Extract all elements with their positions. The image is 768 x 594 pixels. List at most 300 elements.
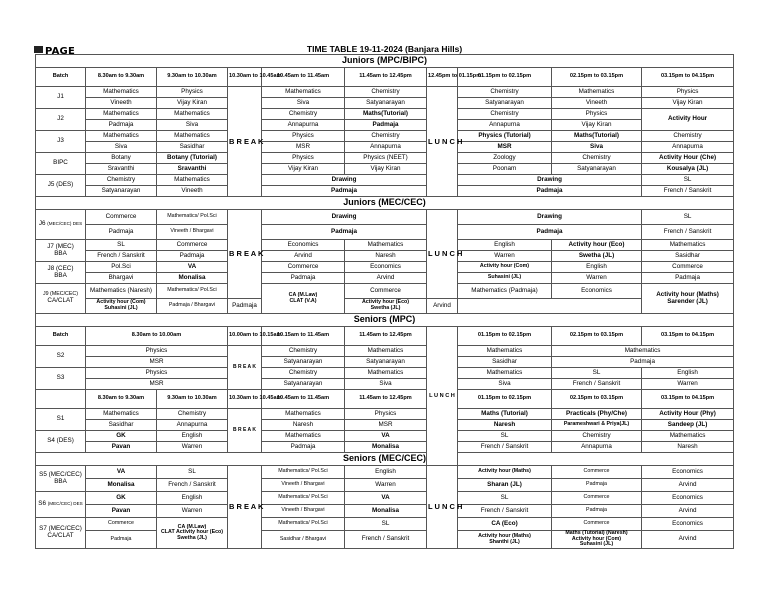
teacher-cell: Annapurna [157, 420, 228, 431]
teacher-cell: Naresh [345, 251, 427, 262]
subject-line: Activity hour (Maths) [656, 290, 719, 298]
subject-cell: Commerce [552, 466, 642, 479]
subject-cell: VA [345, 431, 427, 442]
batch-label: J8 (CEC) [47, 264, 74, 272]
header-period-7: 03.15pm to 04.15pm [642, 327, 734, 346]
header-batch-blank [36, 390, 86, 409]
lunch-column: L U N C H [427, 87, 458, 197]
teacher-cell: Sasidhar / Bhargavi [262, 531, 345, 549]
subject-cell: Economics [345, 262, 427, 273]
subject-cell: Mathematics [552, 346, 734, 357]
header-period-6: 02.15pm to 03.15pm [552, 327, 642, 346]
subject-cell: Practicals (Phy/Che) [552, 409, 642, 420]
teacher-line: Suhasini (JL) [579, 541, 614, 548]
teacher-cell: Suhasini (JL) [458, 273, 552, 284]
subject-cell: Zoology [458, 153, 552, 164]
teacher-cell: Annapurna [552, 442, 642, 453]
subject-cell: Maths(Tutorial) [552, 131, 642, 142]
subject-cell: Commerce [552, 518, 642, 531]
timetable-page [35, 44, 733, 549]
teacher-cell: Vijay Kiran [262, 164, 345, 175]
batch-label: J7 (MEC) [47, 242, 74, 250]
table-row [36, 442, 734, 453]
subject-cell: Chemistry [262, 368, 345, 379]
table-row [36, 131, 734, 142]
subject-cell: Drawing [262, 175, 427, 186]
subject-cell: Chemistry [157, 409, 228, 420]
teacher-line: Activity hour (Maths) [478, 532, 531, 539]
teacher-cell: Pavan [86, 505, 157, 518]
header-period-2: 9.30am to 10.30am [157, 390, 228, 409]
subject-cell: Commerce [86, 518, 157, 531]
teacher-cell: Sravanthi [86, 164, 157, 175]
subject-cell: VA [157, 262, 228, 273]
teacher-cell: Padmaja [262, 273, 345, 284]
subject-cell: SL [345, 518, 427, 531]
batch-label: J9 (MEC/CEC) [42, 291, 79, 298]
subject-cell: Commerce [262, 262, 345, 273]
teacher-cell: Padmaja [552, 479, 642, 492]
teacher-cell [345, 299, 427, 314]
subject-cell: Mathematics [642, 431, 734, 442]
batch-cell: S1 [36, 409, 86, 431]
subject-cell: SL [157, 466, 228, 479]
batch-name: S6 [38, 500, 46, 508]
teacher-cell: Warren [552, 273, 642, 284]
subject-cell: Mathematics [458, 346, 552, 357]
teacher-line: Suhasini (JL) [104, 305, 138, 311]
logo-text: PAGE [45, 46, 75, 57]
batch-cell: J5 (DES) [36, 175, 86, 197]
lunch-column: L U N C H [427, 327, 458, 466]
header-period-2: 9.30am to 10.30am [157, 68, 228, 87]
batch-cell: S4 (DES) [36, 431, 86, 453]
section-seniors-mec-cec: Seniors (MEC/CEC) [36, 453, 734, 466]
subject-cell: Activity Hour (Phy) [642, 409, 734, 420]
teacher-cell: Monalisa [157, 273, 228, 284]
teacher-cell: French / Sanskrit [642, 225, 734, 240]
teacher-cell: Warren [345, 479, 427, 492]
teacher-cell: Annapurna [458, 120, 552, 131]
table-row [36, 262, 734, 273]
teacher-cell: Warren [458, 251, 552, 262]
header-batch: Batch [36, 68, 86, 87]
subject-cell: Commerce [552, 492, 642, 505]
subject-cell: CA (Eco) [458, 518, 552, 531]
lunch-column: L U N C H [427, 466, 458, 549]
table-row [36, 153, 734, 164]
subject-cell: Drawing [458, 210, 642, 225]
header-break: 10.30am to 10.45am [228, 390, 262, 409]
teacher-cell: Swetha (JL) [552, 251, 642, 262]
batch-cell [36, 466, 86, 492]
teacher-cell: Siva [345, 379, 427, 390]
teacher-cell: Padmaja [458, 186, 642, 197]
table-row [36, 109, 734, 120]
subject-cell: Pol.Sci [86, 262, 157, 273]
teacher-line: Shanthi (JL) [489, 538, 520, 545]
teacher-cell: Annapurna [345, 142, 427, 153]
batch-label: J6 [38, 220, 46, 228]
subject-cell: Chemistry [345, 131, 427, 142]
subject-cell: Mathematics [86, 109, 157, 120]
batch-cell [36, 492, 86, 518]
header-period-3: 10.45am to 11.45am [262, 68, 345, 87]
table-row [36, 186, 734, 197]
header-break: 10.30am to 10.45am [228, 68, 262, 87]
teacher-cell: Parameshwari & Priya(JL) [552, 420, 642, 431]
table-row [36, 164, 734, 175]
activity-cell: Activity Hour [642, 109, 734, 131]
subject-line: Sarender (JL) [667, 297, 708, 305]
subject-cell: Maths(Tutorial) [345, 109, 427, 120]
header-period-1-2: 8.30am to 10.00am [86, 327, 228, 346]
subject-cell: Chemistry [86, 175, 157, 186]
teacher-cell: Padmaja [86, 225, 157, 240]
header-period-5: 01.15pm to 02.15pm [458, 68, 552, 87]
subject-cell: SL [642, 210, 734, 225]
teacher-cell: Warren [642, 379, 734, 390]
section-juniors-mpc-bipc: Juniors (MPC/BIPC) [36, 55, 734, 68]
subject-cell: Activity hour (Maths) [458, 466, 552, 479]
teacher-cell: Monalisa [345, 505, 427, 518]
subject-cell: Physics [157, 87, 228, 98]
subject-cell: Mathematics [642, 240, 734, 251]
teacher-cell: French / Sanskrit [552, 379, 642, 390]
subject-cell: Physics [552, 109, 642, 120]
subject-cell: Chemistry [262, 346, 345, 357]
teacher-cell: Vijay Kiran [157, 98, 228, 109]
teacher-cell: Padmaja / Bhargavi [157, 299, 228, 314]
table-row [36, 479, 734, 492]
batch-cell [36, 518, 86, 549]
teacher-cell: Arvind [427, 299, 458, 314]
timetable [35, 44, 734, 549]
header-lunch: 12.45pm to 01.15pm [427, 68, 458, 87]
table-row [36, 210, 734, 225]
teacher-cell: French / Sanskrit [642, 186, 734, 197]
teacher-cell: Warren [157, 505, 228, 518]
teacher-cell: Padmaja [552, 505, 642, 518]
table-row [36, 409, 734, 420]
subject-cell: Mathematics/ Pol.Sci [262, 466, 345, 479]
subject-cell: English [157, 492, 228, 505]
subject-cell: Activity hour (Com) [458, 262, 552, 273]
subject-cell: Mathematics [86, 87, 157, 98]
subject-cell: SL [86, 240, 157, 251]
header-period-5: 01.15pm to 02.15pm [458, 390, 552, 409]
teacher-line: Activity hour (Eco) [361, 299, 410, 306]
teacher-cell: Arvind [345, 273, 427, 284]
subject-cell: Physics [642, 87, 734, 98]
subject-line: CA (M.Law) [177, 523, 207, 530]
teacher-cell: Padmaja [458, 225, 642, 240]
subject-cell: Mathematics [86, 131, 157, 142]
subject-cell: Chemistry [642, 131, 734, 142]
subject-cell: SL [458, 492, 552, 505]
batch-sub-label: BBA [54, 477, 67, 485]
teacher-cell: Satyanarayan [345, 357, 427, 368]
subject-cell: Mathematics [157, 175, 228, 186]
subject-cell: Mathematics [345, 368, 427, 379]
teacher-cell [552, 531, 642, 549]
teacher-cell: Siva [262, 98, 345, 109]
table-row [36, 299, 734, 314]
teacher-cell: Monalisa [345, 442, 427, 453]
subject-cell: VA [345, 492, 427, 505]
table-row [36, 142, 734, 153]
teacher-cell: Vijay Kiran [552, 120, 642, 131]
table-row [36, 284, 734, 299]
subject-cell: Chemistry [262, 109, 345, 120]
table-row [36, 505, 734, 518]
header-period-5: 01.15pm to 02.15pm [458, 327, 552, 346]
teacher-cell: Satyanarayan [262, 357, 345, 368]
table-row [36, 240, 734, 251]
batch-cell: S3 [36, 368, 86, 390]
teacher-cell: Padmaja [345, 120, 427, 131]
table-row [36, 492, 734, 505]
break-column: B R E A K [228, 87, 262, 197]
header-row [36, 390, 734, 409]
subject-cell: Economics [642, 466, 734, 479]
teacher-cell: Naresh [458, 420, 552, 431]
batch-cell: J2 [36, 109, 86, 131]
teacher-cell: French / Sanskrit [157, 479, 228, 492]
subject-cell: Mathematics [552, 87, 642, 98]
batch-sub-label: CA/CLAT [47, 532, 74, 539]
batch-cell: J1 [36, 87, 86, 109]
subject-cell: Drawing [262, 210, 427, 225]
teacher-cell: MSR [458, 142, 552, 153]
teacher-cell: Naresh [642, 442, 734, 453]
break-column: B R E A K [228, 210, 262, 299]
teacher-cell: Vineeth / Bhargavi [157, 225, 228, 240]
teacher-cell: Kousalya (JL) [642, 164, 734, 175]
teacher-cell: French / Sanskrit [86, 251, 157, 262]
subject-cell: GK [86, 431, 157, 442]
subject-cell: Commerce [86, 210, 157, 225]
section-seniors-mpc: Seniors (MPC) [36, 314, 734, 327]
teacher-cell: Satyanarayan [458, 98, 552, 109]
subject-cell: Mathematics/ Pol.Sci [262, 518, 345, 531]
subject-cell: Economics [262, 240, 345, 251]
subject-cell: Mathematics [345, 240, 427, 251]
subject-cell: Mathematics/ Pol.Sci [157, 210, 228, 225]
table-row [36, 466, 734, 479]
subject-cell: Economics [642, 518, 734, 531]
table-row [36, 518, 734, 531]
subject-cell: Chemistry [552, 431, 642, 442]
subject-cell: Chemistry [345, 87, 427, 98]
break-column: B R E A K [228, 466, 262, 549]
teacher-cell: Arvind [262, 251, 345, 262]
subject-cell: Physics [86, 346, 228, 357]
subject-cell: Physics [262, 153, 345, 164]
batch-label: S5 (MEC/CEC) [39, 470, 82, 478]
subject-cell: Mathematics [345, 346, 427, 357]
subject-cell: SL [642, 175, 734, 186]
teacher-cell: Pavan [86, 442, 157, 453]
subject-cell: Commerce [157, 240, 228, 251]
subject-cell: Commerce [345, 284, 427, 299]
subject-cell: Chemistry [458, 109, 552, 120]
header-period-7: 03.15pm to 04.15pm [642, 390, 734, 409]
teacher-cell: Sasidhar [642, 251, 734, 262]
table-row [36, 531, 734, 549]
subject-cell: Botany (Tutorial) [157, 153, 228, 164]
subject-cell: Physics (Tutorial) [458, 131, 552, 142]
timetable-title: TIME TABLE 19-11-2024 (Banjara Hills) [306, 43, 463, 54]
batch-cell [36, 210, 86, 240]
table-row [36, 225, 734, 240]
subject-cell: Drawing [458, 175, 642, 186]
subject-cell: Mathematics [157, 109, 228, 120]
teacher-cell: Sasidhar [86, 420, 157, 431]
table-row [36, 87, 734, 98]
teacher-cell: Vineeth / Bhargavi [262, 505, 345, 518]
teacher-cell [458, 531, 552, 549]
teacher-cell: Padmaja [262, 442, 345, 453]
teacher-cell: French / Sanskrit [458, 505, 552, 518]
teacher-cell: Annapurna [262, 120, 345, 131]
header-period-6: 02.15pm to 03.15pm [552, 68, 642, 87]
table-row [36, 346, 734, 357]
teacher-cell: Warren [157, 442, 228, 453]
teacher-cell: French / Sanskrit [458, 442, 552, 453]
subject-cell: Mathematics (Padmaja) [458, 284, 552, 299]
subject-cell: Physics [345, 409, 427, 420]
teacher-cell: Siva [552, 142, 642, 153]
subject-cell: Mathematics [262, 431, 345, 442]
teacher-cell: Satyanarayan [345, 98, 427, 109]
header-period-3: 10.45am to 11.45am [262, 390, 345, 409]
break-column: B R E A K [228, 409, 262, 453]
header-row [36, 327, 734, 346]
header-period-4: 11.45am to 12.45pm [345, 327, 427, 346]
teacher-cell: MSR [86, 357, 228, 368]
teacher-cell: Vineeth [86, 98, 157, 109]
teacher-cell: Bhargavi [86, 273, 157, 284]
teacher-line: Maths (Tutorial) (Naresh) [565, 530, 628, 537]
subject-cell: Physics [262, 131, 345, 142]
subject-line: CA (M.Law) [288, 291, 318, 298]
header-period-6: 02.15pm to 03.15pm [552, 390, 642, 409]
subject-cell: Mathematics [157, 131, 228, 142]
teacher-cell: Vineeth / Bhargavi [262, 479, 345, 492]
subject-cell: English [157, 431, 228, 442]
header-period-4: 11.45am to 12.45pm [345, 390, 427, 409]
teacher-line: Activity hour (Com) [96, 299, 146, 306]
header-break: 10.00am to 10.15am [228, 327, 262, 346]
batch-cell: J3 [36, 131, 86, 153]
table-row [36, 251, 734, 262]
batch-sub-label: (MEC/CEC) DES [47, 221, 83, 227]
subject-cell [157, 518, 228, 549]
subject-cell: Mathematics [262, 409, 345, 420]
subject-cell: Physics [86, 368, 228, 379]
subject-cell: Mathematics (Naresh) [86, 284, 157, 299]
table-row [36, 368, 734, 379]
teacher-cell: Padmaja [262, 225, 427, 240]
teacher-cell: Vineeth [157, 186, 228, 197]
subject-cell: Mathematics [86, 409, 157, 420]
table-row [36, 420, 734, 431]
teacher-cell: Sasidhar [458, 357, 552, 368]
teacher-cell: MSR [86, 379, 228, 390]
subject-cell: English [345, 466, 427, 479]
subject-line: Swetha (JL) [177, 534, 207, 541]
teacher-cell: Padmaja [86, 120, 157, 131]
table-row [36, 120, 734, 131]
subject-cell: Mathematics [458, 368, 552, 379]
batch-cell: S2 [36, 346, 86, 368]
batch-sub-label: (MEC/CEC) DES [47, 501, 83, 507]
section-juniors-mec-cec: Juniors (MEC/CEC) [36, 197, 734, 210]
subject-cell [642, 284, 734, 314]
teacher-cell: Padmaja [262, 186, 427, 197]
subject-cell: VA [86, 466, 157, 479]
subject-cell: Commerce [642, 262, 734, 273]
header-period-1: 8.30am to 9.30am [86, 390, 157, 409]
subject-cell: Activity Hour (Che) [642, 153, 734, 164]
teacher-line: Swetha (JL) [370, 305, 401, 311]
teacher-cell: French / Sanskrit [345, 531, 427, 549]
teacher-cell: Satyanarayan [262, 379, 345, 390]
teacher-cell: Monalisa [86, 479, 157, 492]
break-column: B R E A K [228, 346, 262, 390]
teacher-cell: Padmaja [157, 251, 228, 262]
teacher-cell: Annapurna [642, 142, 734, 153]
batch-label [37, 501, 84, 508]
batch-cell: BIPC [36, 153, 86, 175]
batch-cell [36, 284, 86, 314]
batch-cell [36, 240, 86, 262]
subject-cell: Activity hour (Eco) [552, 240, 642, 251]
teacher-cell: MSR [345, 420, 427, 431]
header-period-7: 03.15pm to 04.15pm [642, 68, 734, 87]
table-row [36, 273, 734, 284]
teacher-cell: Satyanarayan [552, 164, 642, 175]
batch-sub-label: CA/CLAT [47, 296, 74, 304]
subject-cell: Chemistry [552, 153, 642, 164]
subject-cell: Physics (NEET) [345, 153, 427, 164]
subject-line: CLAT Activity hour (Eco) [160, 529, 224, 536]
subject-cell: Mathematics [262, 87, 345, 98]
teacher-cell: Padmaja [552, 357, 734, 368]
teacher-cell: Arvind [642, 505, 734, 518]
teacher-cell: MSR [262, 142, 345, 153]
subject-cell: SL [458, 431, 552, 442]
table-row [36, 98, 734, 109]
subject-cell: Economics [642, 492, 734, 505]
header-period-1: 8.30am to 9.30am [86, 68, 157, 87]
subject-cell: Chemistry [458, 87, 552, 98]
subject-cell [262, 284, 345, 314]
batch-cell [36, 262, 86, 284]
teacher-cell: Vijay Kiran [642, 98, 734, 109]
subject-cell: English [458, 240, 552, 251]
header-period-3: 10.15am to 11.45am [262, 327, 345, 346]
table-row [36, 431, 734, 442]
teacher-cell: Arvind [642, 531, 734, 549]
teacher-cell: Vijay Kiran [345, 164, 427, 175]
teacher-cell: Padmaja [86, 531, 157, 549]
batch-label: S7 (MEC/CEC) [39, 525, 82, 533]
teacher-cell: Padmaja [642, 273, 734, 284]
teacher-cell: Padmaja [228, 299, 262, 314]
header-batch: Batch [36, 327, 86, 346]
